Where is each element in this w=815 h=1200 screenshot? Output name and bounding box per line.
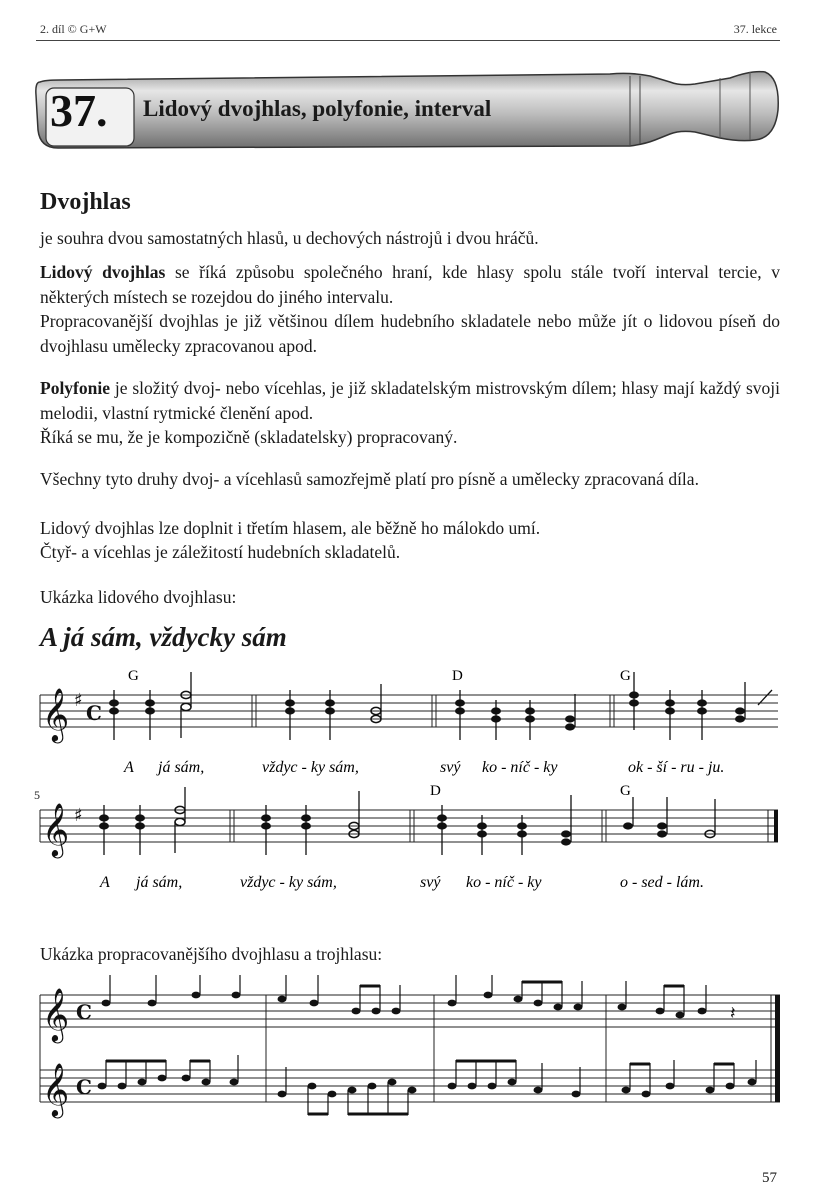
paragraph-third-voice: Lidový dvojhlas lze doplnit i třetím hlasem, ale běžně ho málokdo umí. xyxy=(40,518,541,538)
svg-text:𝄞: 𝄞 xyxy=(42,1062,70,1116)
music-score-two-voice xyxy=(30,975,790,1135)
chord-symbol: G xyxy=(620,668,631,684)
lesson-title: Lidový dvojhlas, polyfonie, interval xyxy=(143,96,492,121)
term-polyphony: Polyfonie xyxy=(40,378,110,398)
lyric-syllable: vždyc - ky sám, xyxy=(262,759,359,776)
svg-text:𝄞: 𝄞 xyxy=(42,802,70,856)
chord-symbol: D xyxy=(452,668,463,684)
running-header-right: 37. lekce xyxy=(733,22,777,36)
paragraph-elaborate: Propracovanější dvojhlas je již většinou dílem hudebního skladatele nebo může jít o lidovou píseň do dvojhlasu umělecky zpracovanou apod. xyxy=(40,311,780,356)
example-label-elaborate: Ukázka propracovanějšího dvojhlasu a trojhlasu: xyxy=(40,944,383,964)
lyric-syllable: o - sed - lám. xyxy=(620,874,704,891)
lesson-number: 37. xyxy=(50,85,108,136)
chord-symbol: D xyxy=(430,783,441,799)
svg-text:𝄞: 𝄞 xyxy=(42,987,70,1041)
lyric-syllable: svý xyxy=(440,759,461,776)
chord-symbol: G xyxy=(620,783,631,799)
measure-number: 5 xyxy=(34,788,40,802)
paragraph-composition: Říká se mu, že je kompozičně (skladatelsky) propracovaný. xyxy=(40,427,458,447)
svg-text:C: C xyxy=(76,1075,92,1099)
paragraph-four-voice: Čtyř- a vícehlas je záležitostí hudebních skladatelů. xyxy=(40,542,401,562)
music-staff-line2 xyxy=(30,775,790,895)
lyric-syllable: já sám, xyxy=(158,759,205,776)
term-folk-two-voice: Lidový dvojhlas xyxy=(40,262,166,282)
example-label-folk: Ukázka lidového dvojhlasu: xyxy=(40,587,237,607)
music-staff-line1 xyxy=(30,660,790,780)
song-title: A já sám, vždycky sám xyxy=(40,622,287,652)
header-rule xyxy=(36,40,780,41)
section-heading: Dvojhlas xyxy=(40,189,131,215)
paragraph-text: je složitý dvoj- nebo vícehlas, je již skladatelským mistrovským dílem; hlasy mají každý svoji melodii, vlastní rytmické členění apod. xyxy=(40,378,780,423)
lyric-syllable: A xyxy=(124,759,134,776)
chord-symbol: G xyxy=(128,668,139,684)
paragraph-text: se říká způsobu společného hraní, kde hlasy spolu stále tvoří interval tercie, v některých místech se rozejdou do jiného intervalu. xyxy=(40,262,780,307)
svg-text:𝄽: 𝄽 xyxy=(730,1003,736,1024)
lyric-syllable: A xyxy=(100,874,110,891)
svg-text:𝄞: 𝄞 xyxy=(42,687,70,741)
lyric-syllable: vždyc - ky sám, xyxy=(240,874,337,891)
paragraph-definition: je souhra dvou samostatných hlasů, u dechových nástrojů i dvou hráčů. xyxy=(40,228,539,248)
lyric-syllable: ok - ší - ru - ju. xyxy=(628,759,725,776)
paragraph-folk-two-voice xyxy=(40,260,780,309)
svg-text:C: C xyxy=(86,701,102,725)
svg-text:♯: ♯ xyxy=(74,805,83,826)
svg-text:♯: ♯ xyxy=(74,690,83,711)
paragraph-polyphony xyxy=(40,376,780,425)
page-number: 57 xyxy=(762,1170,777,1186)
lyric-syllable: ko - níč - ky xyxy=(466,874,542,891)
lyric-syllable: svý xyxy=(420,874,441,891)
paragraph-all-kinds: Všechny tyto druhy dvoj- a vícehlasů samozřejmě platí pro písně a umělecky zpracovaná díla. xyxy=(40,469,699,489)
svg-text:C: C xyxy=(76,1000,92,1024)
running-header-left: 2. díl © G+W xyxy=(40,22,107,36)
lyric-syllable: ko - níč - ky xyxy=(482,759,558,776)
lyric-syllable: já sám, xyxy=(136,874,183,891)
